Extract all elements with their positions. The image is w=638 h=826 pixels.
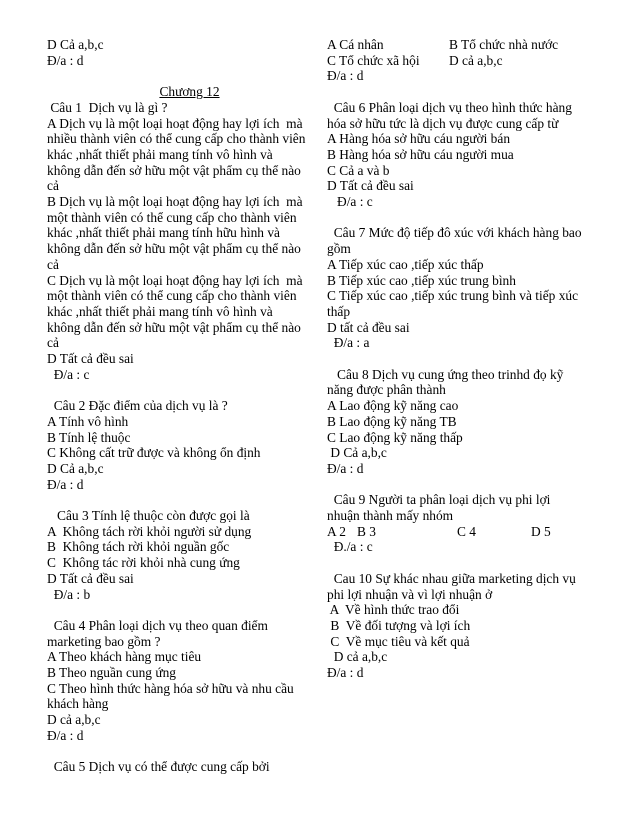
answer-line: Đ/a : d — [47, 727, 84, 743]
chapter-heading: Chương 12 — [159, 84, 220, 100]
option-line: không dẫn đến sở hữu một vật phẩm cụ thể nào — [47, 319, 301, 335]
option-cell: D cả a,b,c — [449, 52, 503, 68]
option-line: A Hàng hóa sở hữu cáu người bán — [327, 131, 511, 147]
question-10-cont: phi lợi nhuận và vì lợi nhuận ở — [327, 586, 493, 602]
option-line: khách hàng — [47, 696, 109, 712]
answer-line: Đ/a : c — [47, 366, 90, 382]
option-cell: B Tổ chức nhà nước — [449, 37, 559, 52]
option-line: không dẫn đến sở hữu một vật phẩm cụ thể nào — [47, 162, 301, 178]
answer-line: Đ/a : d — [47, 476, 84, 492]
question-9-cont: nhuận thành mấy nhóm — [327, 508, 454, 524]
option-line: cả — [47, 335, 59, 351]
option-line: C Lao động kỹ năng thấp — [327, 429, 463, 445]
option-line: khác ,nhất thiết phải mang tính vô hình và — [47, 146, 273, 162]
answer-line: Đ/a : b — [47, 586, 91, 602]
option-line: B Tính lệ thuộc — [47, 429, 131, 445]
question-6: Câu 6 Phân loại dịch vụ theo hình thức hàng — [327, 99, 572, 115]
question-3: Câu 3 Tính lệ thuộc còn được gọi là — [47, 508, 250, 524]
question-9: Câu 9 Người ta phân loại dịch vụ phi lợi — [327, 492, 551, 508]
option-line: B Không tách rời khỏi nguần gốc — [47, 539, 230, 555]
question-4-cont: marketing bao gồm ? — [47, 633, 161, 649]
option-cell: C 4 — [457, 523, 476, 539]
answer-line: Đ./a : c — [327, 539, 373, 555]
option-line: B Dịch vụ là một loại hoạt động hay lợi ích mà — [47, 194, 303, 210]
answer-line: Đ/a : d — [327, 460, 364, 476]
option-line: B Theo nguần cung ứng — [47, 665, 176, 681]
option-cell: D 5 — [531, 523, 551, 539]
option-line: C Không cất trữ được và không ổn định — [47, 445, 261, 461]
option-cell: C Tổ chức xã hội — [327, 52, 420, 68]
option-line: B Về đối tượng và lợi ích — [327, 617, 471, 633]
question-6-cont: hóa sở hữu tức là dịch vụ được cung cấp từ — [327, 115, 559, 131]
option-line: C Không tác rời khỏi nhà cung ứng — [47, 555, 240, 571]
option-line: D Tất cả đều sai — [47, 351, 134, 367]
option-line: C Về mục tiêu và kết quả — [327, 633, 470, 649]
option-line: C Dịch vụ là một loại hoạt động hay lợi ích mà — [47, 272, 303, 288]
option-row — [327, 37, 597, 53]
option-line: C Theo hình thức hàng hóa sở hữu và nhu cầu — [47, 680, 294, 696]
option-line: D Cả a,b,c — [327, 445, 387, 461]
left-column — [47, 37, 312, 775]
option-line: D cả a,b,c — [47, 712, 101, 728]
question-8-cont: năng được phân thành — [327, 382, 446, 398]
option-line: A Lao động kỹ năng cao — [327, 398, 459, 414]
question-7-cont: gồm — [327, 241, 351, 257]
answer-line: Đ/a : c — [327, 194, 373, 210]
question-2: Câu 2 Đặc điểm của dịch vụ là ? — [47, 398, 228, 414]
option-line: khác ,nhất thiết phải mang tính vô hình và — [47, 303, 273, 319]
option-line: A Dịch vụ là một loại hoạt động hay lợi ích mà — [47, 115, 303, 131]
option-line: A Theo khách hàng mục tiêu — [47, 649, 202, 665]
answer-line: Đ/a : d — [327, 68, 364, 84]
option-line: C Tiếp xúc cao ,tiếp xúc trung bình và tiếp xúc — [327, 288, 579, 304]
option-row — [327, 53, 597, 69]
answer-line: Đ/a : a — [327, 335, 370, 351]
question-7: Câu 7 Mức độ tiếp đô xúc với khách hàng bao — [327, 225, 582, 241]
option-cell: A Cá nhân — [327, 37, 384, 52]
question-8: Câu 8 Dịch vụ cung ứng theo trinhd đọ kỹ — [327, 366, 564, 382]
option-row — [327, 524, 597, 540]
option-line: cả — [47, 256, 59, 272]
option-line: D tất cả đều sai — [327, 319, 410, 335]
question-5: Câu 5 Dịch vụ có thể được cung cấp bởi — [47, 759, 270, 775]
option-line: B Tiếp xúc cao ,tiếp xúc trung bình — [327, 272, 516, 288]
answer-line: Đ/a : d — [327, 665, 364, 681]
option-line: một thành viên có thể cung cấp cho thành viên — [47, 209, 297, 225]
text-line: D Cả a,b,c — [47, 37, 104, 52]
option-line: D Tất cả đều sai — [47, 570, 134, 586]
option-line: D cả a,b,c — [327, 649, 388, 665]
option-line: A Không tách rời khỏi người sử dụng — [47, 523, 252, 539]
option-line: B Lao động kỹ năng TB — [327, 413, 457, 429]
option-cell: A 2 — [327, 523, 346, 539]
question-4: Câu 4 Phân loại dịch vụ theo quan điểm — [47, 617, 268, 633]
question-1: Câu 1 Dịch vụ là gì ? — [47, 99, 168, 115]
question-10: Cau 10 Sự khác nhau giữa marketing dịch vụ — [327, 570, 576, 586]
option-line: A Tiếp xúc cao ,tiếp xúc thấp — [327, 256, 484, 272]
option-line: C Cả a và b — [327, 162, 390, 178]
option-line: B Hàng hóa sở hữu cáu người mua — [327, 146, 514, 162]
option-line: A Tính vô hình — [47, 413, 129, 429]
option-line: cả — [47, 178, 59, 194]
option-cell: B 3 — [357, 523, 376, 539]
option-line: D Tất cả đều sai — [327, 178, 414, 194]
option-line: D Cả a,b,c — [47, 460, 104, 476]
right-column — [327, 37, 597, 681]
answer-line: Đ/a : d — [47, 52, 84, 68]
option-line: không dẫn đến sở hữu một vật phẩm cụ thể nào — [47, 241, 301, 257]
option-line: một thành viên có thể cung cấp cho thành viên — [47, 288, 297, 304]
option-line: A Về hình thức trao đổi — [327, 602, 460, 618]
option-line: nhiều thành viên có thể cung cấp cho thành viên — [47, 131, 306, 147]
option-line: khác ,nhất thiết phải mang tính hữu hình và — [47, 225, 280, 241]
option-line: thấp — [327, 303, 351, 319]
